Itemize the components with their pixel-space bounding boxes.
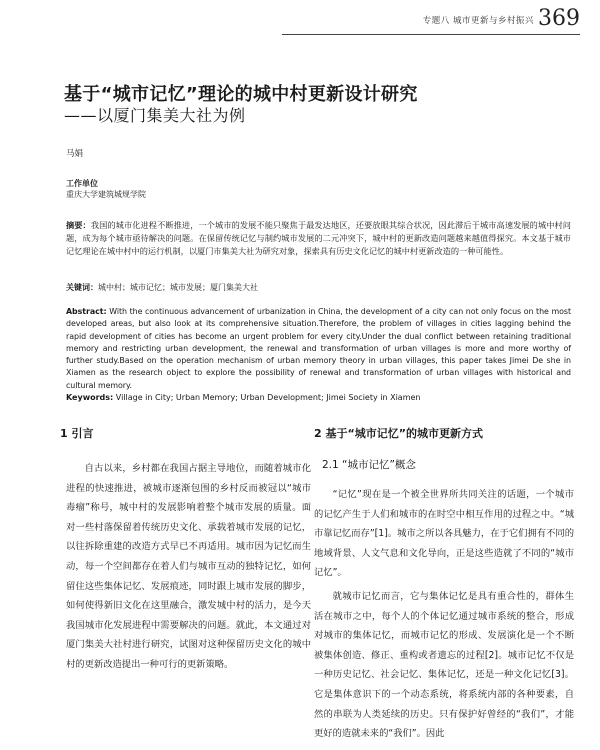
abstract-zh-text: 我国的城市化进程不断推进，一个城市的发展不能只聚焦于最发达地区，还要放眼其综合状况，因此滞后于城市高速发展的城中村问题，成为每个城市亟待解决的问题。在保留传统记忆与制约城市发展的二元冲突下，城中村的更新改造问题越来越值得探究。本文基于城市记忆理论在城中村中的运行机制，以厦门市集美大社为研究对象，探索具有历史文化记忆的城中村更新改造的一种可能性。 [66, 220, 571, 256]
running-head: 专题八 城市更新与乡村振兴 [422, 16, 534, 26]
left-column [60, 425, 311, 675]
section-1-paragraph: 自古以来，乡村都在我国占据主导地位，而随着城市化进程的快速推进，被城市逐渐包围的乡村反而被冠以“城市毒瘤”称号，城中村的发展影响着整个城市发展的质量。面对一些村落保留着传统历史文化、承载着城市发展的记忆，以往拆除重建的改造方式早已不再适用。城市因为记忆而生动，每一个空间都存在着人们与城市互动的独特记忆，如何留住这些集体记忆、发展痕迹，同时跟上城市发展的脚步，如何使得新旧文化在这里融合，激发城中村的活力，是今天我国城市化发展进程中需要解决的问题。就此，本文通过对厦门集美大社村进行研究，试图对这种保留历史文化的城中村的更新改造提出一种可行的更新策略。 [66, 463, 311, 670]
affiliation-text: 重庆大学建筑城规学院 [66, 190, 146, 199]
page-number: 369 [538, 6, 580, 31]
keywords-zh-text: 城中村；城市记忆；城市发展；厦门集美大社 [98, 283, 258, 292]
section-2-paragraph-1: “记忆”现在是一个被全世界所共同关注的话题，一个城市的记忆产生于人们和城市的在时空中相互作用的过程之中。“城市靠记忆而存”[1]。城市之所以各具魅力，在于它们拥有不同的地域背景、人文气息和文化导向，正是这些造就了不同的“城市记忆”。 [314, 489, 574, 579]
section-2-heading: 2 基于“城市记忆”的城市更新方式 [314, 427, 483, 440]
author-name: 马娟 [66, 149, 84, 159]
abstract-en-text: With the continuous advancement of urbanization in China, the development of a city can not only focus on the most developed areas, but also look at its comprehensive situation.Therefore, the problem of villages in cities lagging behind the rapid development of cities has become an urgent problem for every city.Under the dual conflict between retaining traditional memory and restricting urban development, the renewal and transformation of urban villages is more and more worthy of further study.Based on the operation mechanism of urban memory theory in urban villages, this paper takes Jimei De she in Xiamen as the research object to explore the possibility of renewal and transformation of urban villages with historical and cultural memory. [66, 307, 571, 390]
affiliation-label: 工作单位 [66, 179, 98, 188]
keywords-en-label: Keywords: [66, 393, 114, 402]
abstract-zh [66, 219, 571, 258]
paper-subtitle: ——以厦门集美大社为例 [64, 106, 246, 125]
section-2-1-heading: 2.1 “城市记忆”概念 [322, 459, 416, 471]
keywords-en-text: Village in City; Urban Memory; Urban Development; Jimei Society in Xiamen [115, 393, 421, 402]
keywords-zh-label: 关键词： [66, 283, 98, 292]
section-2-paragraph-2: 就城市记忆而言，它与集体记忆是具有重合性的，群体生活在城市之中，每个人的个体记忆通过城市系统的整合，形成对城市的集体记忆，而城市记忆的形成、发展演化是一个不断被集体创造、修正、重构或者遗忘的过程[2]。城市记忆不仅是一种历史记忆、社会记忆、集体记忆，还是一种文化记忆[3]。它是集体意识下的一个动态系统，将系统内部的各种要素，自然的串联为人类延续的历史。只有保护好曾经的“我们”，才能更好的造就未来的“我们”。因此 [314, 590, 574, 740]
abstract-en-label: Abstract: [66, 307, 107, 316]
keywords-zh [66, 282, 571, 293]
header-rule [282, 34, 580, 35]
paper-title: 基于“城市记忆”理论的城中村更新设计研究 [64, 84, 418, 105]
keywords-en [66, 393, 571, 402]
section-1-heading: 1 引言 [60, 427, 94, 440]
abstract-en [66, 306, 571, 392]
right-column [314, 425, 574, 744]
abstract-zh-label: 摘要： [66, 220, 91, 230]
